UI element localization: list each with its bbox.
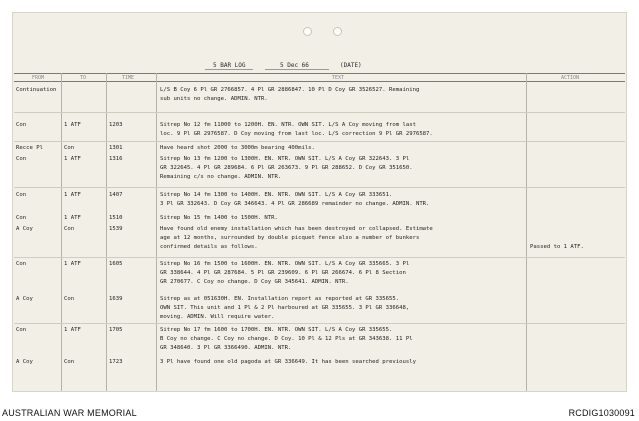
entry-time: 1639 xyxy=(109,296,123,302)
entry-to: 1 ATF xyxy=(64,215,81,221)
entry-text-line: loc. 9 Pl GR 2976587. D Coy moving from last loc. L/S correction 9 Pl GR 2976587. xyxy=(160,131,433,137)
entry-text xyxy=(160,144,526,153)
entry-text-line: GR 322645. 4 Pl GR 289684. 6 Pl GR 263673. 9 Pl GR 288652. D Coy GR 351650. xyxy=(160,165,413,171)
row-separator xyxy=(14,323,625,324)
entry-text-line: OWN SIT. This unit and 1 Pl & 2 Pl harboured at GR 335655. 3 Pl GR 336648, xyxy=(160,305,410,311)
entry-time: 1510 xyxy=(109,215,123,221)
entry-action: Passed to 1 ATF. xyxy=(530,244,584,250)
entry-text-line: Sitrep No 17 fm 1600 to 1700H. EN. NTR. OWN SIT. L/S A Coy GR 335655. xyxy=(160,327,393,333)
entry-text-line: 3 Pl have found one old pagoda at GR 336649. It has been searched previously xyxy=(160,359,416,365)
column-divider xyxy=(61,73,62,391)
entry-text xyxy=(160,358,526,367)
entry-text xyxy=(160,86,526,104)
entry-text-line: Sitrep No 15 fm 1400 to 1500H. NTR. xyxy=(160,215,278,221)
title-underline xyxy=(205,69,253,70)
column-divider xyxy=(106,73,107,391)
entry-to: Con xyxy=(64,296,75,302)
col-to: TO xyxy=(80,75,87,81)
entry-from: Continuation xyxy=(16,87,57,93)
entry-text xyxy=(160,326,526,353)
entry-text-line: Sitrep No 14 fm 1300 to 1400H. EN. NTR. OWN SIT. L/S A Coy GR 333651. xyxy=(160,192,393,198)
entry-from: Con xyxy=(16,215,27,221)
entry-text xyxy=(160,295,526,322)
log-date: 5 Dec 66 xyxy=(280,62,309,69)
entry-text-line: confirmed details as follows. xyxy=(160,244,258,250)
entry-from: A Coy xyxy=(16,359,33,365)
entry-text xyxy=(160,121,526,139)
entry-time: 1539 xyxy=(109,226,123,232)
column-divider xyxy=(526,73,527,391)
col-text: TEXT xyxy=(332,75,345,81)
entry-time: 1407 xyxy=(109,192,123,198)
entry-from: Recce Pl xyxy=(16,145,43,151)
entry-to: 1 ATF xyxy=(64,327,81,333)
entry-text-line: GR 270677. C Coy no change. D Coy GR 345641. ADMIN. NTR. xyxy=(160,279,349,285)
entry-text xyxy=(160,260,526,287)
footer-institution: AUSTRALIAN WAR MEMORIAL xyxy=(2,408,137,418)
entry-from: Con xyxy=(16,261,27,267)
entry-to: 1 ATF xyxy=(64,192,81,198)
punch-hole xyxy=(303,27,312,36)
column-divider xyxy=(156,73,157,391)
entry-from: A Coy xyxy=(16,226,33,232)
entry-time: 1203 xyxy=(109,122,123,128)
entry-to: Con xyxy=(64,226,75,232)
entry-from: Con xyxy=(16,122,27,128)
entry-text-line: GR 338644. 4 Pl GR 287684. 5 Pl GR 239609. 6 Pl GR 266674. 6 Pl 8 Section xyxy=(160,270,406,276)
row-separator xyxy=(14,187,625,188)
col-action: ACTION xyxy=(561,75,580,81)
row-separator xyxy=(14,141,625,142)
punch-hole xyxy=(333,27,342,36)
entry-text-line: sub units no change. ADMIN. NTR. xyxy=(160,96,268,102)
entry-time: 1705 xyxy=(109,327,123,333)
entry-text-line: age at 12 months, surrounded by double picquet fence also a number of bunkers xyxy=(160,235,420,241)
entry-text-line: L/S B Coy 6 Pl GR 2766857. 4 Pl GR 2886847. 10 Pl D Coy GR 3526527. Remaining xyxy=(160,87,420,93)
log-sheet xyxy=(12,12,627,392)
entry-to: 1 ATF xyxy=(64,122,81,128)
entry-to: 1 ATF xyxy=(64,261,81,267)
entry-time: 1605 xyxy=(109,261,123,267)
col-from: FROM xyxy=(32,75,45,81)
date-underline xyxy=(265,69,329,70)
entry-time: 1723 xyxy=(109,359,123,365)
entry-time: 1316 xyxy=(109,156,123,162)
entry-text-line: Sitrep as at 051630H. EN. Installation report as reported at GR 335655. xyxy=(160,296,400,302)
entry-from: Con xyxy=(16,327,27,333)
entry-text-line: Have heard shot 2000 to 3000m bearing 400mils. xyxy=(160,145,315,151)
entry-text-line: 3 Pl GR 332643. D Coy GR 346643. 4 Pl GR 286689 remainder no change. ADMIN. NTR. xyxy=(160,201,430,207)
entry-to: Con xyxy=(64,145,75,151)
entry-from: Con xyxy=(16,192,27,198)
entry-to: 1 ATF xyxy=(64,156,81,162)
entry-text xyxy=(160,214,526,223)
row-separator xyxy=(14,257,625,258)
entry-text-line: Have found old enemy installation which has been destroyed or collapsed. Estimate xyxy=(160,226,433,232)
log-title: 5 BAR LOG xyxy=(213,62,246,69)
entry-text-line: GR 348640. 3 Pl GR 3366490. ADMIN. NTR. xyxy=(160,345,292,351)
footer-record-id: RCDIG1030091 xyxy=(568,408,635,418)
entry-text xyxy=(160,155,526,182)
row-separator xyxy=(14,112,625,113)
entry-text-line: moving. ADMIN. Will require water. xyxy=(160,314,275,320)
entry-to: Con xyxy=(64,359,75,365)
date-label: (DATE) xyxy=(340,62,362,69)
entry-text xyxy=(160,225,526,252)
entry-text-line: Sitrep No 12 fm 11000 to 1200H. EN. NTR. OWN SIT. L/S A Coy moving from last xyxy=(160,122,416,128)
col-time: TIME xyxy=(122,75,135,81)
entry-text-line: B Coy no change. C Coy no change. D Coy. 10 Pl & 12 Pls at GR 343638. 11 Pl xyxy=(160,336,413,342)
entry-from: Con xyxy=(16,156,27,162)
entry-text xyxy=(160,191,526,209)
entry-from: A Coy xyxy=(16,296,33,302)
entry-text-line: Remaining c/s no change. ADMIN. NTR. xyxy=(160,174,282,180)
entry-text-line: Sitrep No 13 fm 1200 to 1300H. EN. NTR. OWN SIT. L/S A Coy GR 322643. 3 Pl xyxy=(160,156,410,162)
entry-text-line: Sitrep No 16 fm 1500 to 1600H. EN. NTR. OWN SIT. L/S A Coy GR 335665. 3 Pl xyxy=(160,261,410,267)
entry-time: 1301 xyxy=(109,145,123,151)
